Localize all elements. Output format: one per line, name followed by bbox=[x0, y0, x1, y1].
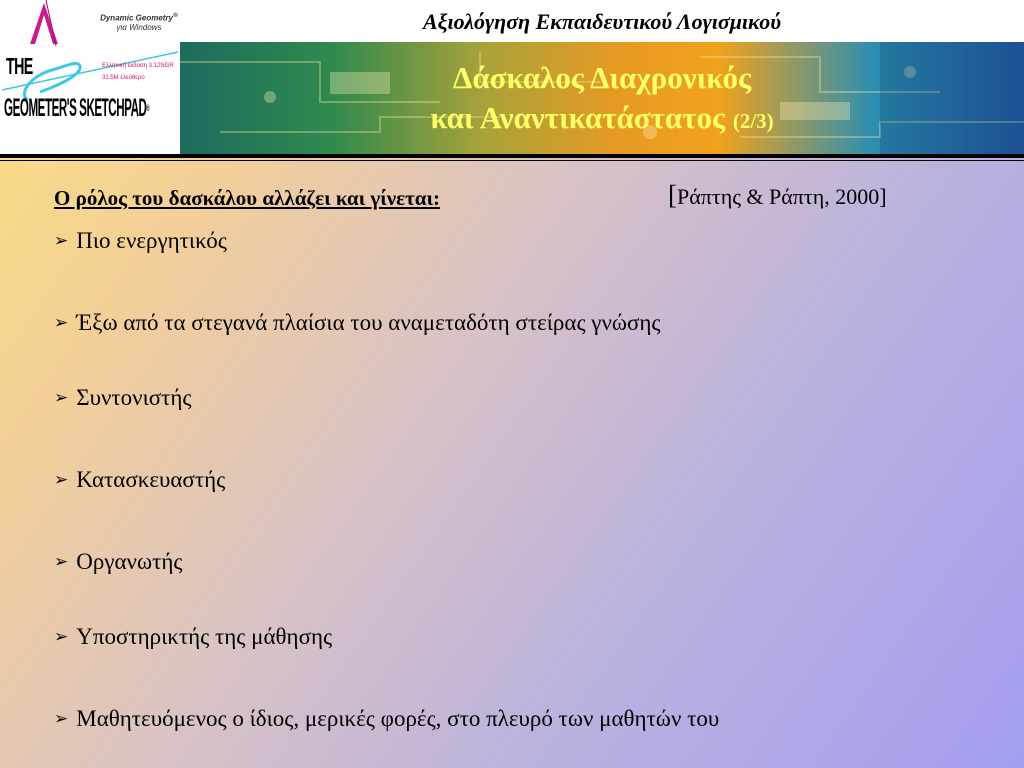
bullet-text: Έξω από τα στεγανά πλαίσια του αναμεταδότη στείρας γνώσης bbox=[76, 310, 661, 335]
header-rule-thin bbox=[0, 160, 1024, 161]
bullet-item bbox=[54, 228, 227, 254]
slide-header bbox=[0, 0, 1024, 160]
arrow-bullet-icon: ➢ bbox=[54, 470, 69, 490]
slide-title bbox=[180, 58, 1024, 141]
bullet-item bbox=[54, 310, 661, 336]
bullet-item bbox=[54, 624, 332, 650]
arrow-bullet-icon: ➢ bbox=[54, 231, 69, 251]
bullet-text: Υποστηρικτής της μάθησης bbox=[76, 624, 333, 649]
bullet-text: Μαθητευόμενος ο ίδιος, μερικές φορές, στο πλευρό των μαθητών του bbox=[76, 706, 720, 731]
logo-registered-mark: ® bbox=[173, 12, 178, 19]
bullet-item bbox=[54, 467, 225, 493]
arrow-bullet-icon: ➢ bbox=[54, 709, 69, 729]
logo-product-name bbox=[4, 95, 149, 121]
bullet-text: Συντονιστής bbox=[76, 385, 192, 410]
bullet-item bbox=[54, 385, 192, 411]
arrow-bullet-icon: ➢ bbox=[54, 313, 69, 333]
slide-part-indicator: (2/3) bbox=[732, 109, 774, 133]
logo-for-windows: για Windows bbox=[116, 23, 162, 32]
header-rule-thick bbox=[0, 154, 1024, 158]
logo-dynamic-geometry bbox=[98, 11, 180, 24]
bullet-item bbox=[54, 549, 182, 575]
bullet-text: Κατασκευαστής bbox=[76, 467, 226, 492]
slide-title-line2-text: και Αναντικατάστατος bbox=[430, 100, 726, 135]
logo-dynamic-geometry-text: Dynamic Geometry bbox=[100, 13, 173, 23]
citation-text: Ράπτης & Ράπτη, 2000] bbox=[677, 184, 887, 209]
logo-name-registered-mark: ® bbox=[146, 103, 150, 113]
arrow-bullet-icon: ➢ bbox=[54, 552, 69, 572]
slide-title-line2 bbox=[180, 98, 1024, 141]
bullet-item bbox=[54, 706, 719, 732]
geometers-sketchpad-logo bbox=[0, 0, 180, 154]
logo-edition-line2: 31.5M ελεύθερο bbox=[102, 75, 145, 81]
logo-edition-line1: Ελληνική έκδοση 3.12NGR bbox=[102, 63, 174, 69]
arrow-bullet-icon: ➢ bbox=[54, 388, 69, 408]
arrow-bullet-icon: ➢ bbox=[54, 627, 69, 647]
citation bbox=[668, 180, 887, 211]
slide-title-line1: Δάσκαλος Διαχρονικός bbox=[452, 60, 752, 95]
logo-product-name-text: GEOMETER'S SKETCHPAD bbox=[4, 94, 147, 122]
logo-the: THE bbox=[6, 53, 33, 79]
lead-text: Ο ρόλος του δασκάλου αλλάζει και γίνεται: bbox=[54, 186, 440, 210]
course-title: Αξιολόγηση Εκπαιδευτικού Λογισμικού bbox=[422, 9, 782, 34]
bullet-text: Πιο ενεργητικός bbox=[76, 228, 227, 253]
bullet-text: Οργανωτής bbox=[76, 549, 183, 574]
citation-open-bracket: [ bbox=[668, 180, 677, 210]
